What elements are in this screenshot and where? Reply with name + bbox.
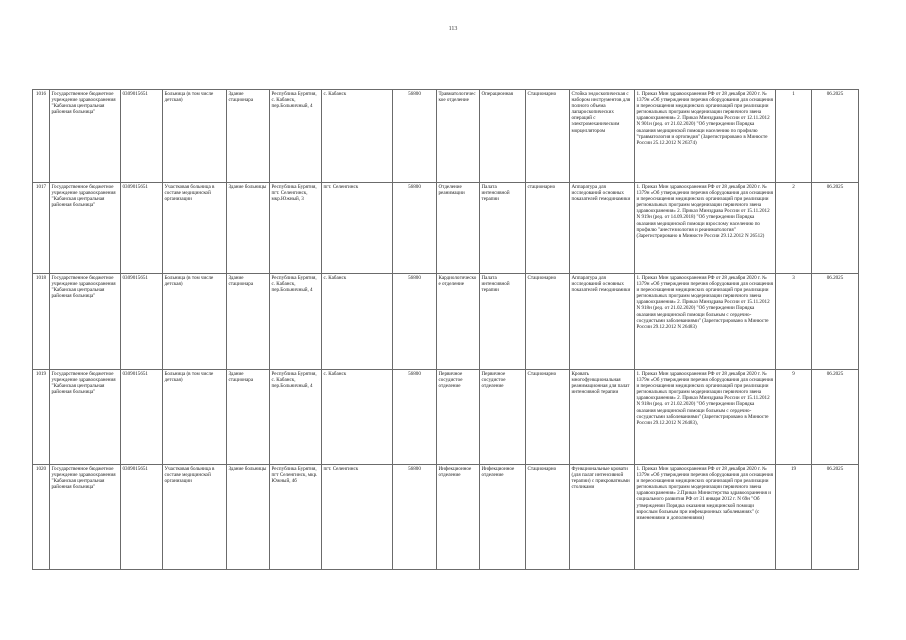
room-cell: Операционная — [480, 90, 526, 183]
locality-cell: с. Кабанск — [322, 90, 393, 183]
organization-cell: Государственное бюджетное учреждение здравоохранения "Кабанская центральная районная больница" — [50, 465, 121, 570]
room-cell: Инфекционное отделение — [480, 465, 526, 570]
department-cell: Кардиологическое отделение — [437, 274, 480, 370]
equipment-cell: Аппаратура для исследований основных показателей гемодинамики — [570, 183, 635, 274]
code-cell: 56800 — [393, 465, 437, 570]
quantity-cell: 9 — [776, 370, 812, 465]
equipment-cell: Стойка эндоскопическая с набором инструментов для полного объема лапароскопических операций с электромеханическим морцеллятором — [570, 90, 635, 183]
code-cell: 56800 — [393, 183, 437, 274]
facility-type-cell: Участковая больница в составе медицинской организации — [163, 465, 227, 570]
row-number: 1016 — [33, 90, 50, 183]
room-cell: Первичное сосудистое отделение — [480, 370, 526, 465]
page-number: 113 — [448, 26, 458, 32]
address-cell: Республика Бурятия, с. Кабанск, пер.Больничный, 4 — [270, 370, 322, 465]
quantity-cell: 2 — [776, 183, 812, 274]
room-cell: Палата интенсивной терапии — [480, 274, 526, 370]
facility-type-cell: Больница (в том числе детская) — [163, 370, 227, 465]
equipment-cell: Аппаратура для исследований основных показателей гемодинамики — [570, 274, 635, 370]
legal-basis-cell: 1. Приказ Мин здравоохранения РФ от 28 декабря 2020 г. № 1379н «Об утверждении перечня оборудования для оснащения и переоснащения медицинских организаций при реализации региональных программ модернизации первичного звена здравоохранения» 2. Приказ Минздрава России от 15.11.2012 N 918н (ред. от 21.02.2020) "Об утверждении Порядка оказания медицинской помощи больным с сердечно-сосудистыми заболеваниями" (Зарегистрировано в Минюсте России 29.12.2012 N 26483) — [635, 274, 776, 370]
quantity-cell: 1 — [776, 90, 812, 183]
inn-cell: 0309015651 — [121, 183, 163, 274]
building-cell: Здание стационара — [227, 370, 270, 465]
organization-cell: Государственное бюджетное учреждение здравоохранения "Кабанская центральная районная больница" — [50, 274, 121, 370]
address-cell: Республика Бурятия, с. Кабанск, пер.Больничный, 4 — [270, 90, 322, 183]
care-form-cell: Стационарно — [526, 465, 570, 570]
deadline-cell: 06.2025 — [812, 465, 859, 570]
building-cell: Здание больницы — [227, 183, 270, 274]
legal-basis-cell: 1. Приказ Мин здравоохранения РФ от 28 декабря 2020 г. № 1379н «Об утверждении перечня оборудования для оснащения и переоснащения медицинских организаций при реализации региональных программ модернизации первичного звена здравоохранения» 2. Приказ Минздрава России от 12.11.2012 N 901н (ред. от 21.02.2020) "Об утверждении Порядка оказания медицинской помощи населению по профилю "травматология и ортопедия" (Зарегистрировано в Минюсте России 25.12.2012 N 26374) — [635, 90, 776, 183]
organization-cell: Государственное бюджетное учреждение здравоохранения "Кабанская центральная районная больница" — [50, 90, 121, 183]
row-number: 1018 — [33, 274, 50, 370]
facility-type-cell: Участковая больница в составе медицинской организации — [163, 183, 227, 274]
legal-basis-cell: 1. Приказ Мин здравоохранения РФ от 28 декабря 2020 г. № 1379н «Об утверждении перечня оборудования для оснащения и переоснащения медицинских организаций при реализации региональных программ модернизации первичного звена здравоохранения» 2. Приказ Минздрава России от 15.11.2012 N 918н (ред. от 21.02.2020) "Об утверждении Порядка оказания медицинской помощи больным с сердечно-сосудистыми заболеваниями" (Зарегистрировано в Минюсте России 29.12.2012 N 26483), — [635, 370, 776, 465]
locality-cell: с. Кабанск — [322, 370, 393, 465]
department-cell: Травматологическое отделение — [437, 90, 480, 183]
inn-cell: 0309015651 — [121, 274, 163, 370]
equipment-cell: Функциональные кровати (для палат интенсивной терапии) с прикроватными столиками — [570, 465, 635, 570]
table-row — [33, 90, 859, 183]
address-cell: Республика Бурятия, с. Кабанск, пер.Больничный, 4 — [270, 274, 322, 370]
locality-cell: с. Кабанск — [322, 274, 393, 370]
table-row — [33, 274, 859, 370]
department-cell: Первичное сосудистое отделение — [437, 370, 480, 465]
equipment-cell: Кровать многофункциональная реанимационная для палат интенсивной терапии — [570, 370, 635, 465]
facility-type-cell: Больница (в том числе детская) — [163, 90, 227, 183]
building-cell: Здание стационара — [227, 90, 270, 183]
deadline-cell: 06.2025 — [812, 90, 859, 183]
legal-basis-cell: 1. Приказ Мин здравоохранения РФ от 28 декабря 2020 г. № 1379н «Об утверждении перечня оборудования для оснащения и переоснащения медицинских организаций при реализации региональных программ модернизации первичного звена здравоохранения» 2. Приказ Минздрава России от 15.11.2012 N 919н (ред. от 14.09.2018) "Об утверждении Порядка оказания медицинской помощи взрослому населению по профилю "анестезиология и реаниматология" (Зарегистрировано в Минюсте России 29.12.2012 N 26512) — [635, 183, 776, 274]
inn-cell: 0309015651 — [121, 370, 163, 465]
equipment-registry-table — [32, 89, 859, 570]
locality-cell: пгт. Селенгинск — [322, 465, 393, 570]
inn-cell: 0309015651 — [121, 465, 163, 570]
care-form-cell: Стационарно — [526, 370, 570, 465]
care-form-cell: Стационарно — [526, 90, 570, 183]
code-cell: 56800 — [393, 90, 437, 183]
facility-type-cell: Больница (в том числе детская) — [163, 274, 227, 370]
code-cell: 56800 — [393, 274, 437, 370]
address-cell: Республика Бурятия, пгт Селенгинск, мкр. Южный, 4б — [270, 465, 322, 570]
care-form-cell: Стационарно — [526, 274, 570, 370]
inn-cell: 0309015651 — [121, 90, 163, 183]
deadline-cell: 06.2025 — [812, 183, 859, 274]
table-row — [33, 465, 859, 570]
building-cell: Здание больницы — [227, 465, 270, 570]
table-row — [33, 183, 859, 274]
organization-cell: Государственное бюджетное учреждение здравоохранения "Кабанская центральная районная больница" — [50, 183, 121, 274]
quantity-cell: 19 — [776, 465, 812, 570]
legal-basis-cell: 1. Приказ Мин здравоохранения РФ от 28 декабря 2020 г. № 1379н «Об утверждении перечня оборудования для оснащения и переоснащения медицинских организаций при реализации региональных программ модернизации первичного звена здравоохранения» 2.Приказ Министерства здравоохранения и социального развития РФ от 31 января 2012 г. N 69н "Об утверждении Порядка оказания медицинской помощи взрослым больным при инфекционных заболеваниях" (с изменениями и дополнениями) — [635, 465, 776, 570]
row-number: 1020 — [33, 465, 50, 570]
locality-cell: пгт. Селенгинск — [322, 183, 393, 274]
care-form-cell: стационарно — [526, 183, 570, 274]
deadline-cell: 06.2025 — [812, 370, 859, 465]
department-cell: Отделение реанимации — [437, 183, 480, 274]
room-cell: Палата интенсивной терапии — [480, 183, 526, 274]
address-cell: Республика Бурятия, пгт. Селенгинск, мкр.Южный, 3 — [270, 183, 322, 274]
row-number: 1017 — [33, 183, 50, 274]
department-cell: Инфекционное отделение — [437, 465, 480, 570]
code-cell: 56800 — [393, 370, 437, 465]
building-cell: Здание стационара — [227, 274, 270, 370]
quantity-cell: 3 — [776, 274, 812, 370]
row-number: 1019 — [33, 370, 50, 465]
deadline-cell: 06.2025 — [812, 274, 859, 370]
organization-cell: Государственное бюджетное учреждение здравоохранения "Кабанская центральная районная больница" — [50, 370, 121, 465]
table-row — [33, 370, 859, 465]
